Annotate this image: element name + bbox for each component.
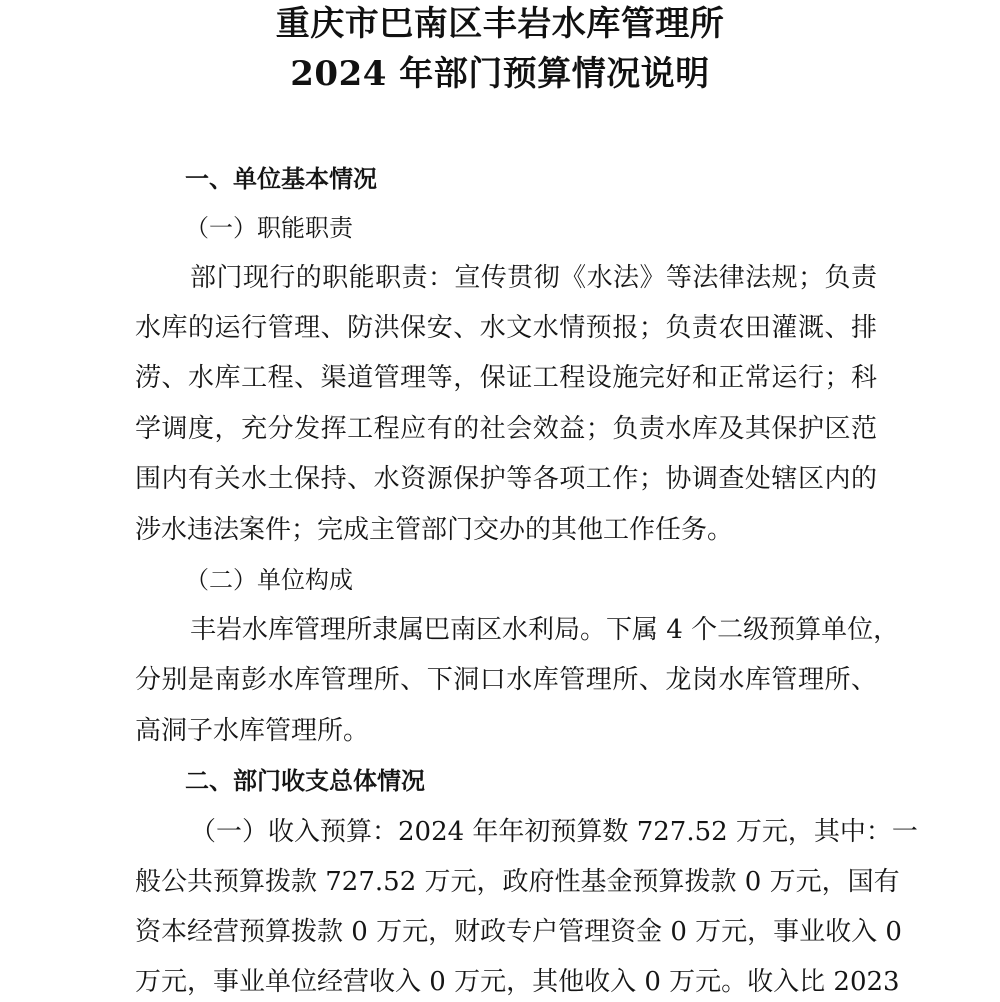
paragraph3-line: 般公共预算拨款 727.52 万元，政府性基金预算拨款 0 万元，国有 — [135, 867, 900, 897]
paragraph1-line: 涝、水库工程、渠道管理等，保证工程设施完好和正常运行；科 — [135, 363, 877, 393]
paragraph3-line: 资本经营预算拨款 0 万元，财政专户管理资金 0 万元，事业收入 0 — [135, 917, 902, 947]
section1-heading: 一、单位基本情况 — [185, 165, 377, 193]
paragraph1-line: 学调度，充分发挥工程应有的社会效益；负责水库及其保护区范 — [135, 414, 877, 444]
sub2-heading: （二）单位构成 — [185, 566, 353, 594]
paragraph1-line: 涉水违法案件；完成主管部门交办的其他工作任务。 — [135, 515, 734, 545]
paragraph1-line: 围内有关水土保持、水资源保护等各项工作；协调查处辖区内的 — [135, 464, 877, 494]
document-title-line2: 2024 年部门预算情况说明 — [290, 54, 710, 94]
document-title-line1: 重庆市巴南区丰岩水库管理所 — [275, 4, 725, 44]
paragraph2-line: 丰岩水库管理所隶属巴南区水利局。下属 4 个二级预算单位， — [190, 615, 900, 645]
paragraph3-line: 万元，事业单位经营收入 0 万元，其他收入 0 万元。收入比 2023 — [135, 967, 900, 997]
paragraph2-line: 分别是南彭水库管理所、下洞口水库管理所、龙岗水库管理所、 — [135, 665, 877, 695]
paragraph3-line: （一）收入预算：2024 年年初预算数 727.52 万元，其中：一 — [190, 817, 918, 847]
section2-heading: 二、部门收支总体情况 — [185, 767, 425, 795]
sub1-heading: （一）职能职责 — [185, 214, 353, 242]
paragraph1-line: 水库的运行管理、防洪保安、水文水情预报；负责农田灌溉、排 — [135, 313, 877, 343]
paragraph1-line: 部门现行的职能职责：宣传贯彻《水法》等法律法规；负责 — [190, 263, 877, 293]
paragraph2-line: 高洞子水库管理所。 — [135, 716, 370, 746]
